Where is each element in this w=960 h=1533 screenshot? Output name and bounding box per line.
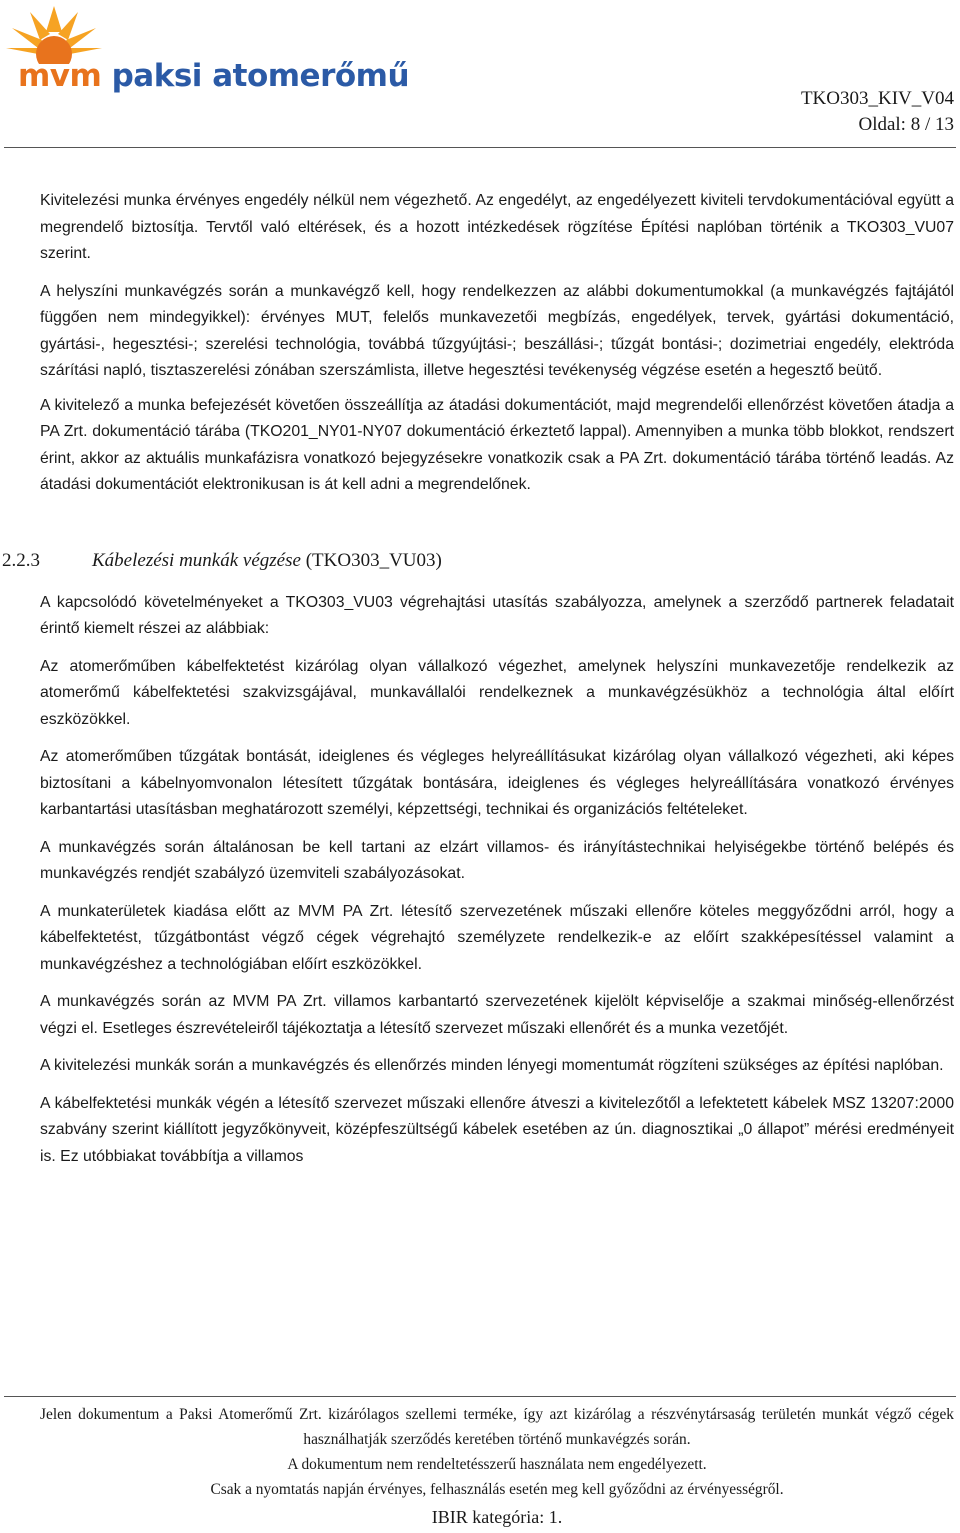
- sun-icon: [4, 2, 114, 64]
- paragraph: A helyszíni munkavégzés során a munkavégző kell, hogy rendelkezzen az alábbi dokumentumokkal (a munkavégzés fajtájától függően nem mindegyikkel): érvényes MUT, felelős munkavezetői megbízás, engedélyek, tervek, gyártási dokumentáció, gyártási-, hegesztési-; szerelési technológia, továbbá tűzgyújtási-; beszállási-; tűzgát bontási-; dozimetriai engedély, elektróda szárítási napló, tisztaszerelési zónában szerszámlista, illetve hegesztési tevékenység végzése esetén a hegesztő beütő.: [40, 282, 954, 379]
- header-divider: [4, 147, 956, 148]
- logo-brand: mvm: [18, 58, 102, 94]
- section-heading: [2, 548, 954, 574]
- footer-ibir-category: IBIR kategória: 1.: [431, 1507, 563, 1527]
- paragraph: A kivitelezési munkák során a munkavégzés és ellenőrzés minden lényegi momentumát rögzíteni szükséges az építési naplóban.: [40, 1057, 944, 1074]
- footer-usage-notice: A dokumentum nem rendeltetésszerű használata nem engedélyezett.: [287, 1456, 707, 1473]
- logo-wordmark: [18, 58, 409, 94]
- section-title: Kábelezési munkák végzése: [92, 549, 301, 571]
- document-footer: [40, 1402, 954, 1530]
- section-reference: (TKO303_VU03): [305, 549, 442, 571]
- paragraph: Az atomerőműben tűzgátak bontását, ideiglenes és végleges helyreállításukat kizárólag olyan vállalkozó végezheti, aki képes biztosítani a kábelnyomvonalon létesített tűzgátak bontására, ideiglenes és végleges helyreállítására vonatkozó érvényes karbantartási utasításban meghatározott személyi, képzettségi, technikai és organizációs feltételeket.: [40, 748, 954, 818]
- document-id: TKO303_KIV_V04: [800, 88, 954, 109]
- document-header: [801, 86, 954, 138]
- page-number: Oldal: 8 / 13: [858, 114, 954, 135]
- footer-validity-notice: Csak a nyomtatás napján érvényes, felhasználás esetén meg kell győződni az érvényességről.: [210, 1481, 784, 1498]
- paragraph: A kapcsolódó követelményeket a TKO303_VU03 végrehajtási utasítás szabályozza, amelynek a szerződő partnerek feladatait érintő kiemelt részei az alábbiak:: [40, 593, 954, 637]
- paragraph: Kivitelezési munka érvényes engedély nélkül nem végezhető. Az engedélyt, az engedélyezett kiviteli tervdokumentációval együtt a megrendelő biztosítja. Tervtől való eltérések, és a hozott intézkedések rögzítése Építési naplóban történik a TKO303_VU07 szerint.: [40, 192, 954, 262]
- paragraph: A kábelfektetési munkák végén a létesítő szervezet műszaki ellenőre átveszi a kivitelezőtől a lefektetett kábelek MSZ 13207:2000 szabvány szerint kiállított jegyzőkönyveit, középfeszültségű kábelek esetében az ún. diagnosztikai „0 állapot” mérési eredményeit is. Ez utóbbiakat továbbítja a villamos: [40, 1094, 954, 1165]
- paragraph: A munkaterületek kiadása előtt az MVM PA Zrt. létesítő szervezetének műszaki ellenőre köteles meggyőződni arról, hogy a kábelfektetést, tűzgátbontást végző cégek végrehajtó személyzete rendelkezik-e az előírt szakképesítéssel valamint a munkavégzéshez a technológiában előírt eszközökkel.: [40, 902, 954, 973]
- document-body: [2, 188, 954, 1170]
- logo-company-name: paksi atomerőmű: [111, 58, 410, 94]
- paragraph: A munkavégzés során általánosan be kell tartani az elzárt villamos- és irányítástechnikai helyiségekbe történő belépés és munkavégzés rendjét szabályzó üzemviteli szabályozásokat.: [40, 838, 954, 882]
- paragraph: A munkavégzés során az MVM PA Zrt. villamos karbantartó szervezetének kijelölt képviselője a szakmai minőség-ellenőrzést végzi el. Esetleges észrevételeiről tájékoztatja a létesítő szervezet műszaki ellenőrét és a munka vezetőjét.: [40, 993, 954, 1037]
- footer-divider: [4, 1396, 956, 1397]
- section-number: 2.2.3: [2, 549, 40, 571]
- footer-ownership-notice: Jelen dokumentum a Paksi Atomerőmű Zrt. kizárólagos szellemi terméke, így azt kizárólag a részvénytársaság területén munkát végző cégek használhatják szerződés keretében történő munkavégzés során.: [40, 1406, 954, 1448]
- company-logo: [4, 2, 410, 98]
- paragraph: A kivitelező a munka befejezését követően összeállítja az átadási dokumentációt, majd megrendelői ellenőrzést követően átadja a PA Zrt. dokumentáció tárába (TKO201_NY01-NY07 dokumentáció érkeztető lappal). Amennyiben a munka több blokkot, rendszert érint, akkor az aktuális munkafázisra vonatkozó bejegyzésekre vonatkozik csak a PA Zrt. dokumentáció tárába történő leadás. Az átadási dokumentációt elektronikusan is át kell adni a megrendelőnek.: [40, 396, 954, 493]
- paragraph: Az atomerőműben kábelfektetést kizárólag olyan vállalkozó végezhet, amelynek helyszíni munkavezetője rendelkezik az atomerőmű kábelfektetési szakvizsgájával, munkavállalói rendelkeznek a munkavégzésükhöz a technológia által előírt eszközökkel.: [40, 657, 954, 728]
